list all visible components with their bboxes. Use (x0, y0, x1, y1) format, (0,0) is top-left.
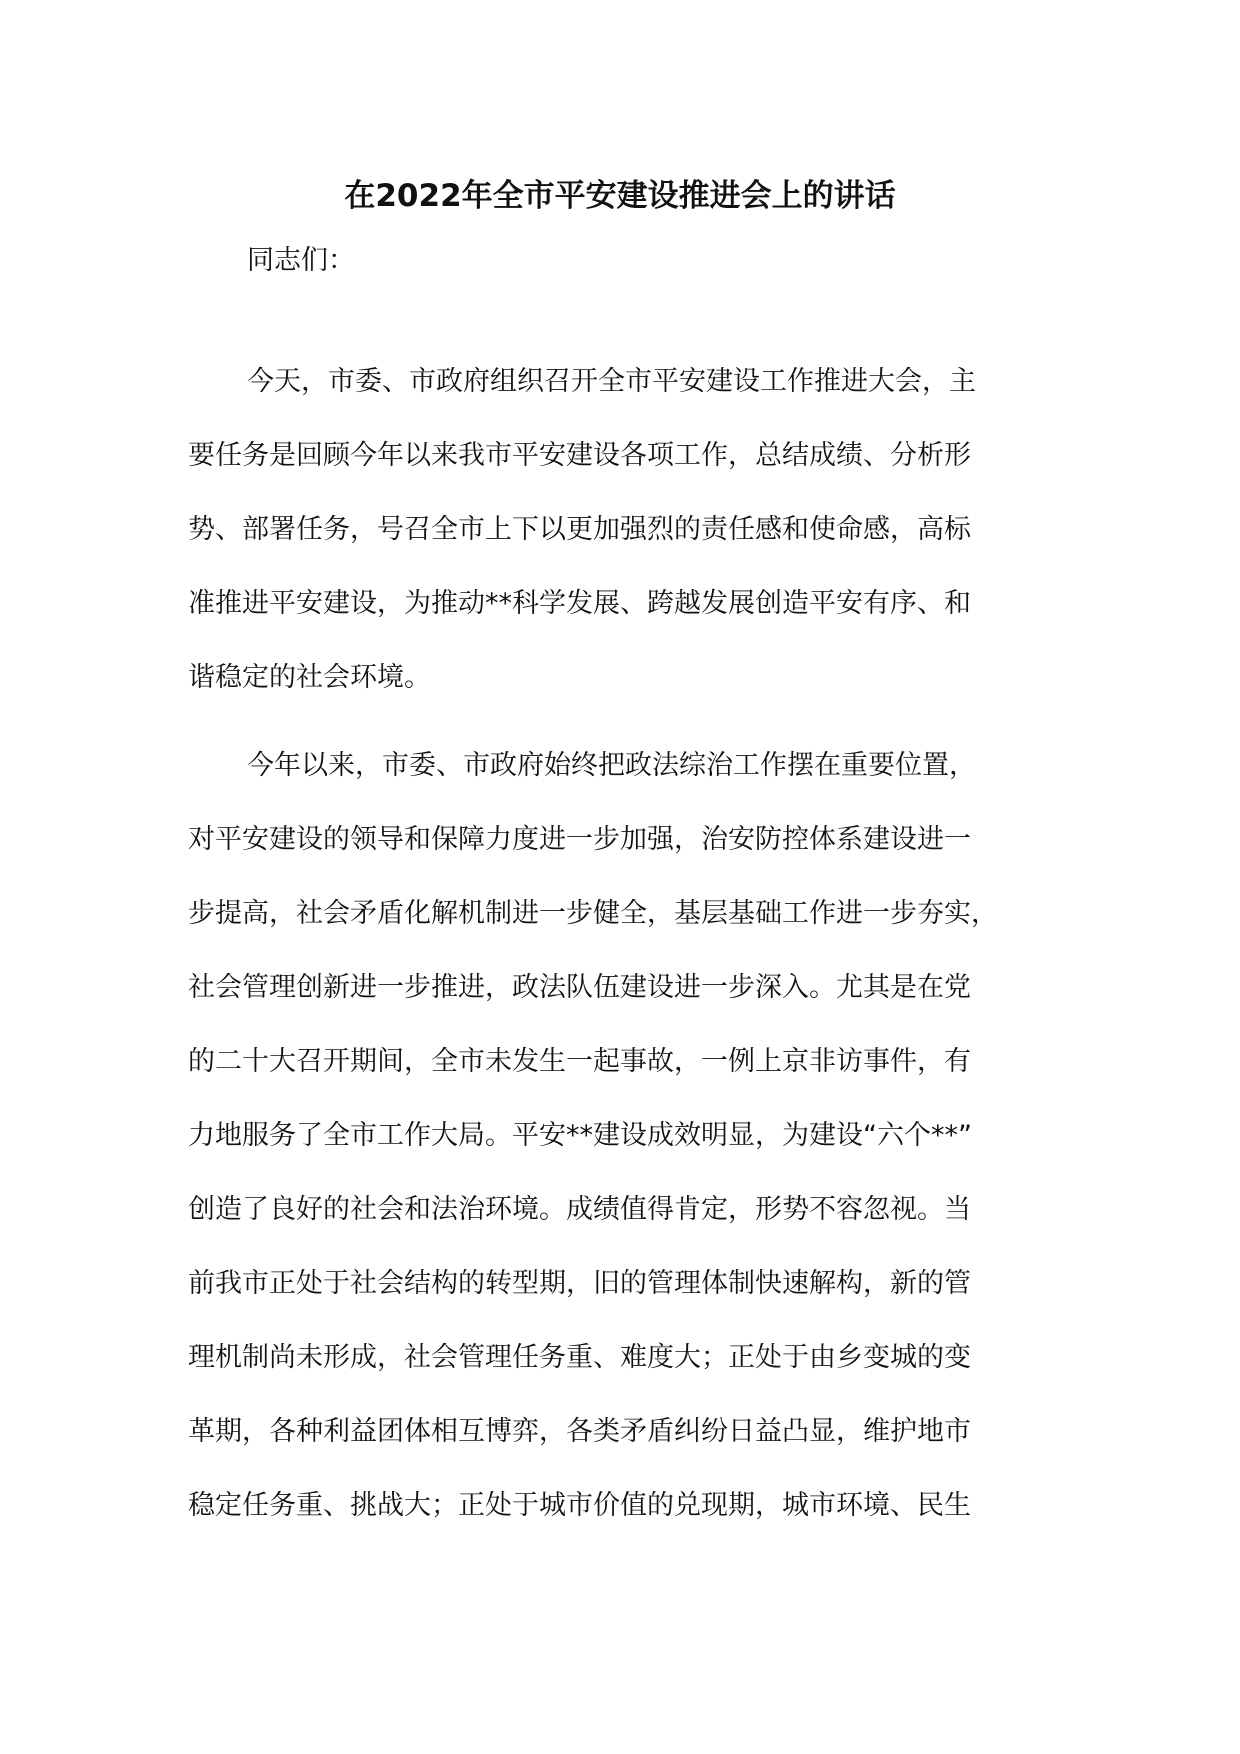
salutation: 同志们： (247, 245, 355, 276)
paragraph-line: 创造了良好的社会和法治环境。成绩值得肯定，形势不容忽视。当 (188, 1194, 971, 1225)
paragraph-line: 对平安建设的领导和保障力度进一步加强，治安防控体系建设进一 (188, 824, 971, 855)
paragraph-2 (188, 742, 1058, 1556)
paragraph-line: 理机制尚未形成，社会管理任务重、难度大；正处于由乡变城的变 (188, 1342, 971, 1373)
paragraph-line: 社会管理创新进一步推进，政法队伍建设进一步深入。尤其是在党 (188, 972, 971, 1003)
paragraph-line: 今天，市委、市政府组织召开全市平安建设工作推进大会，主 (247, 366, 976, 397)
paragraph-line: 准推进平安建设，为推动**科学发展、跨越发展创造平安有序、和 (188, 588, 971, 619)
paragraph-line: 势、部署任务，号召全市上下以更加强烈的责任感和使命感，高标 (188, 514, 971, 545)
paragraph-1 (188, 358, 1058, 728)
paragraph-line: 谐稳定的社会环境。 (188, 662, 431, 693)
paragraph-line: 力地服务了全市工作大局。平安**建设成效明显，为建设“六个**” (188, 1120, 972, 1151)
paragraph-line: 革期，各种利益团体相互博弈，各类矛盾纠纷日益凸显，维护地市 (188, 1416, 971, 1447)
paragraph-line: 前我市正处于社会结构的转型期，旧的管理体制快速解构，新的管 (188, 1268, 971, 1299)
paragraph-line: 稳定任务重、挑战大；正处于城市价值的兑现期，城市环境、民生 (188, 1490, 971, 1521)
paragraph-line: 今年以来，市委、市政府始终把政法综治工作摆在重要位置， (247, 750, 976, 781)
paragraph-line: 要任务是回顾今年以来我市平安建设各项工作，总结成绩、分析形 (188, 440, 971, 471)
paragraph-line: 的二十大召开期间，全市未发生一起事故，一例上京非访事件，有 (188, 1046, 971, 1077)
document-title: 在2022年全市平安建设推进会上的讲话 (344, 178, 896, 214)
paragraph-line: 步提高，社会矛盾化解机制进一步健全，基层基础工作进一步夯实， (188, 898, 998, 929)
